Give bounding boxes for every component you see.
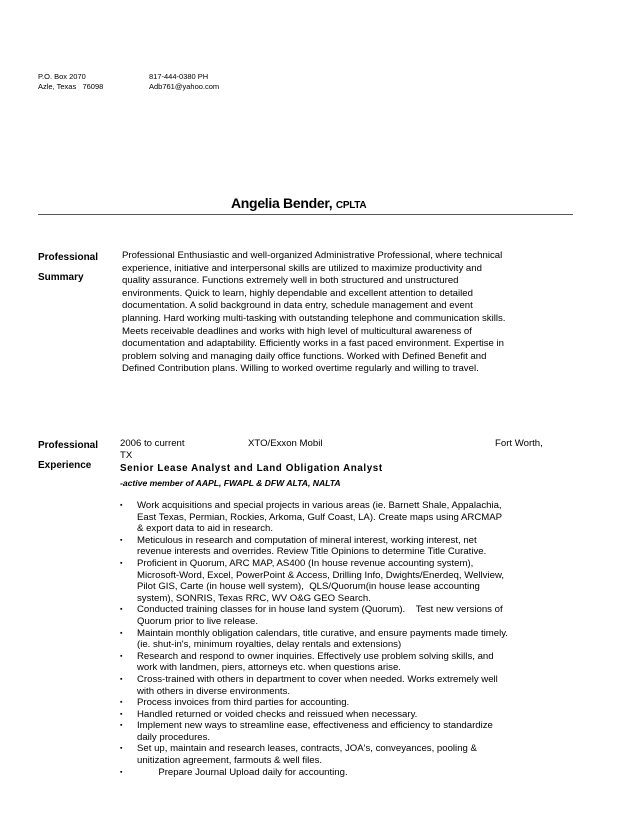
list-item-line: revenue interests and overrides. Review Title Opinions to determine Title Curative. [137, 546, 487, 558]
list-item-line: Handled returned or voided checks and reissued when necessary. [137, 708, 418, 720]
list-item [120, 535, 508, 558]
summary-line: Defined Contribution plans. Willing to worked overtime regularly and willing to travel. [122, 363, 479, 375]
list-item [120, 628, 508, 651]
summary-line: environments. Quick to learn, highly dependable and excellent attention to detailed [122, 287, 473, 299]
list-item [120, 604, 508, 627]
job-location-state: TX [120, 450, 133, 461]
list-item [120, 709, 508, 721]
summary-line: planning. Hard working multi-tasking with outstanding telephone and communication skills. [122, 312, 506, 324]
list-item [120, 674, 508, 697]
list-item [120, 743, 508, 766]
list-item-line: work with landmen, piers, attorneys etc. when questions arise. [137, 662, 401, 674]
bullet-icon: ▪ [120, 502, 123, 509]
list-item-line: Maintain monthly obligation calendars, title curative, and ensure payments made timely. [137, 627, 508, 639]
job-title: Senior Lease Analyst and Land Obligation Analyst [120, 463, 383, 474]
bullet-icon: ▪ [120, 606, 123, 614]
bullet-icon: ▪ [120, 559, 123, 567]
phone: 817-444-0380 PH [149, 72, 209, 81]
bullet-icon: ▪ [120, 745, 123, 753]
list-item-line: Implement new ways to streamline ease, effectiveness and efficiency to standardize [137, 720, 493, 732]
list-item-line: Work acquisitions and special projects in various areas (ie. Barnett Shale, Appalachia, [137, 500, 502, 511]
list-item-line: system), SONRIS, Texas RRC, WV O&G GEO Search. [137, 592, 371, 604]
email: Adb761@yahoo.com [149, 82, 220, 91]
summary-line: quality assurance. Functions extremely well in both structured and unstructured [122, 275, 459, 287]
job-dates: 2006 to current [120, 438, 185, 449]
contact-left [38, 72, 103, 92]
summary-line: Meets receivable deadlines and works with high level of multicultural awareness of [122, 325, 472, 337]
list-item-line: Research and respond to owner inquiries. Effectively use problem solving skills, and [137, 650, 494, 662]
list-item-line: & export data to aid in research. [137, 523, 273, 535]
list-item-line: Conducted training classes for in house land system (Quorum). Test new versions of [137, 604, 503, 616]
list-item-line: Microsoft-Word, Excel, PowerPoint & Access, Drilling Info, Dwights/Enerdeq, Wellview, [137, 569, 505, 581]
contact-right [149, 72, 219, 92]
bullet-icon: ▪ [120, 629, 123, 637]
list-item [120, 500, 508, 535]
city-state-zip: Azle, Texas 76098 [38, 82, 104, 91]
summary-paragraph [122, 250, 505, 376]
list-item-line: Proficient in Quorum, ARC MAP, AS400 (In house revenue accounting system), [137, 557, 474, 569]
header-divider [38, 214, 573, 215]
job-location: Fort Worth, [495, 438, 543, 449]
full-name: Angelia Bender, [231, 195, 336, 211]
membership-note: -active member of AAPL, FWAPL & DFW ALTA, NALTA [120, 478, 341, 488]
bullet-icon: ▪ [120, 536, 123, 544]
list-item-line: Pilot GIS, Carte (in house well system), QLS/Quorum(in house lease accounting [137, 581, 480, 593]
bullet-icon: ▪ [120, 699, 123, 707]
list-item-line: Prepare Journal Upload daily for accounting. [137, 766, 348, 778]
list-item-line: Process invoices from third parties for accounting. [137, 697, 350, 709]
experience-label: Professional Experience [38, 440, 99, 471]
po-box: P.O. Box 2070 [38, 72, 86, 81]
bullet-icon: ▪ [120, 675, 123, 683]
list-item-line: Set up, maintain and research leases, contracts, JOA's, conveyances, pooling & [137, 743, 477, 755]
list-item [120, 558, 508, 604]
list-item [120, 767, 508, 779]
summary-line: documentation. A solid background in data entry, schedule management and event [122, 300, 473, 312]
list-item-line: Quorum prior to live release. [137, 615, 259, 627]
summary-line: Professional Enthusiastic and well-organized Administrative Professional, where technical [122, 250, 503, 261]
bullet-icon: ▪ [120, 710, 123, 718]
list-item-line: Meticulous in research and computation of mineral interest, working interest, net [137, 534, 477, 546]
list-item [120, 720, 508, 743]
bullet-icon: ▪ [120, 768, 123, 776]
list-item-line: Cross-trained with others in department to cover when needed. Works extremely well [137, 673, 498, 685]
list-item-line: East Texas, Permian, Rockies, Arkoma, Gulf Coast, LA). Create maps using ARCMAP [137, 511, 503, 523]
list-item [120, 697, 508, 709]
bullet-icon: ▪ [120, 722, 123, 730]
job-company: XTO/Exxon Mobil [248, 438, 323, 449]
responsibilities-list [120, 500, 508, 778]
list-item [120, 651, 508, 674]
credential: CPLTA [335, 200, 367, 211]
list-item-line: daily procedures. [137, 731, 211, 743]
list-item-line: unitization agreement, farmouts & well files. [137, 755, 323, 767]
summary-line: documentation and adaptability. Efficiently works in a fast paced environment. Expertise in [122, 338, 505, 350]
summary-label: Professional Summary [38, 252, 99, 283]
summary-line: experience, initiative and interpersonal skills are utilized to maximize productivity and [122, 262, 482, 274]
bullet-icon: ▪ [120, 652, 123, 660]
page-title [231, 195, 366, 211]
summary-line: problem solving and managing daily office functions. Worked with Defined Benefit and [122, 350, 487, 362]
list-item-line: (ie. shut-in's, minimum royalties, delay rentals and extensions) [137, 639, 402, 651]
list-item-line: with others in diverse environments. [137, 685, 291, 697]
